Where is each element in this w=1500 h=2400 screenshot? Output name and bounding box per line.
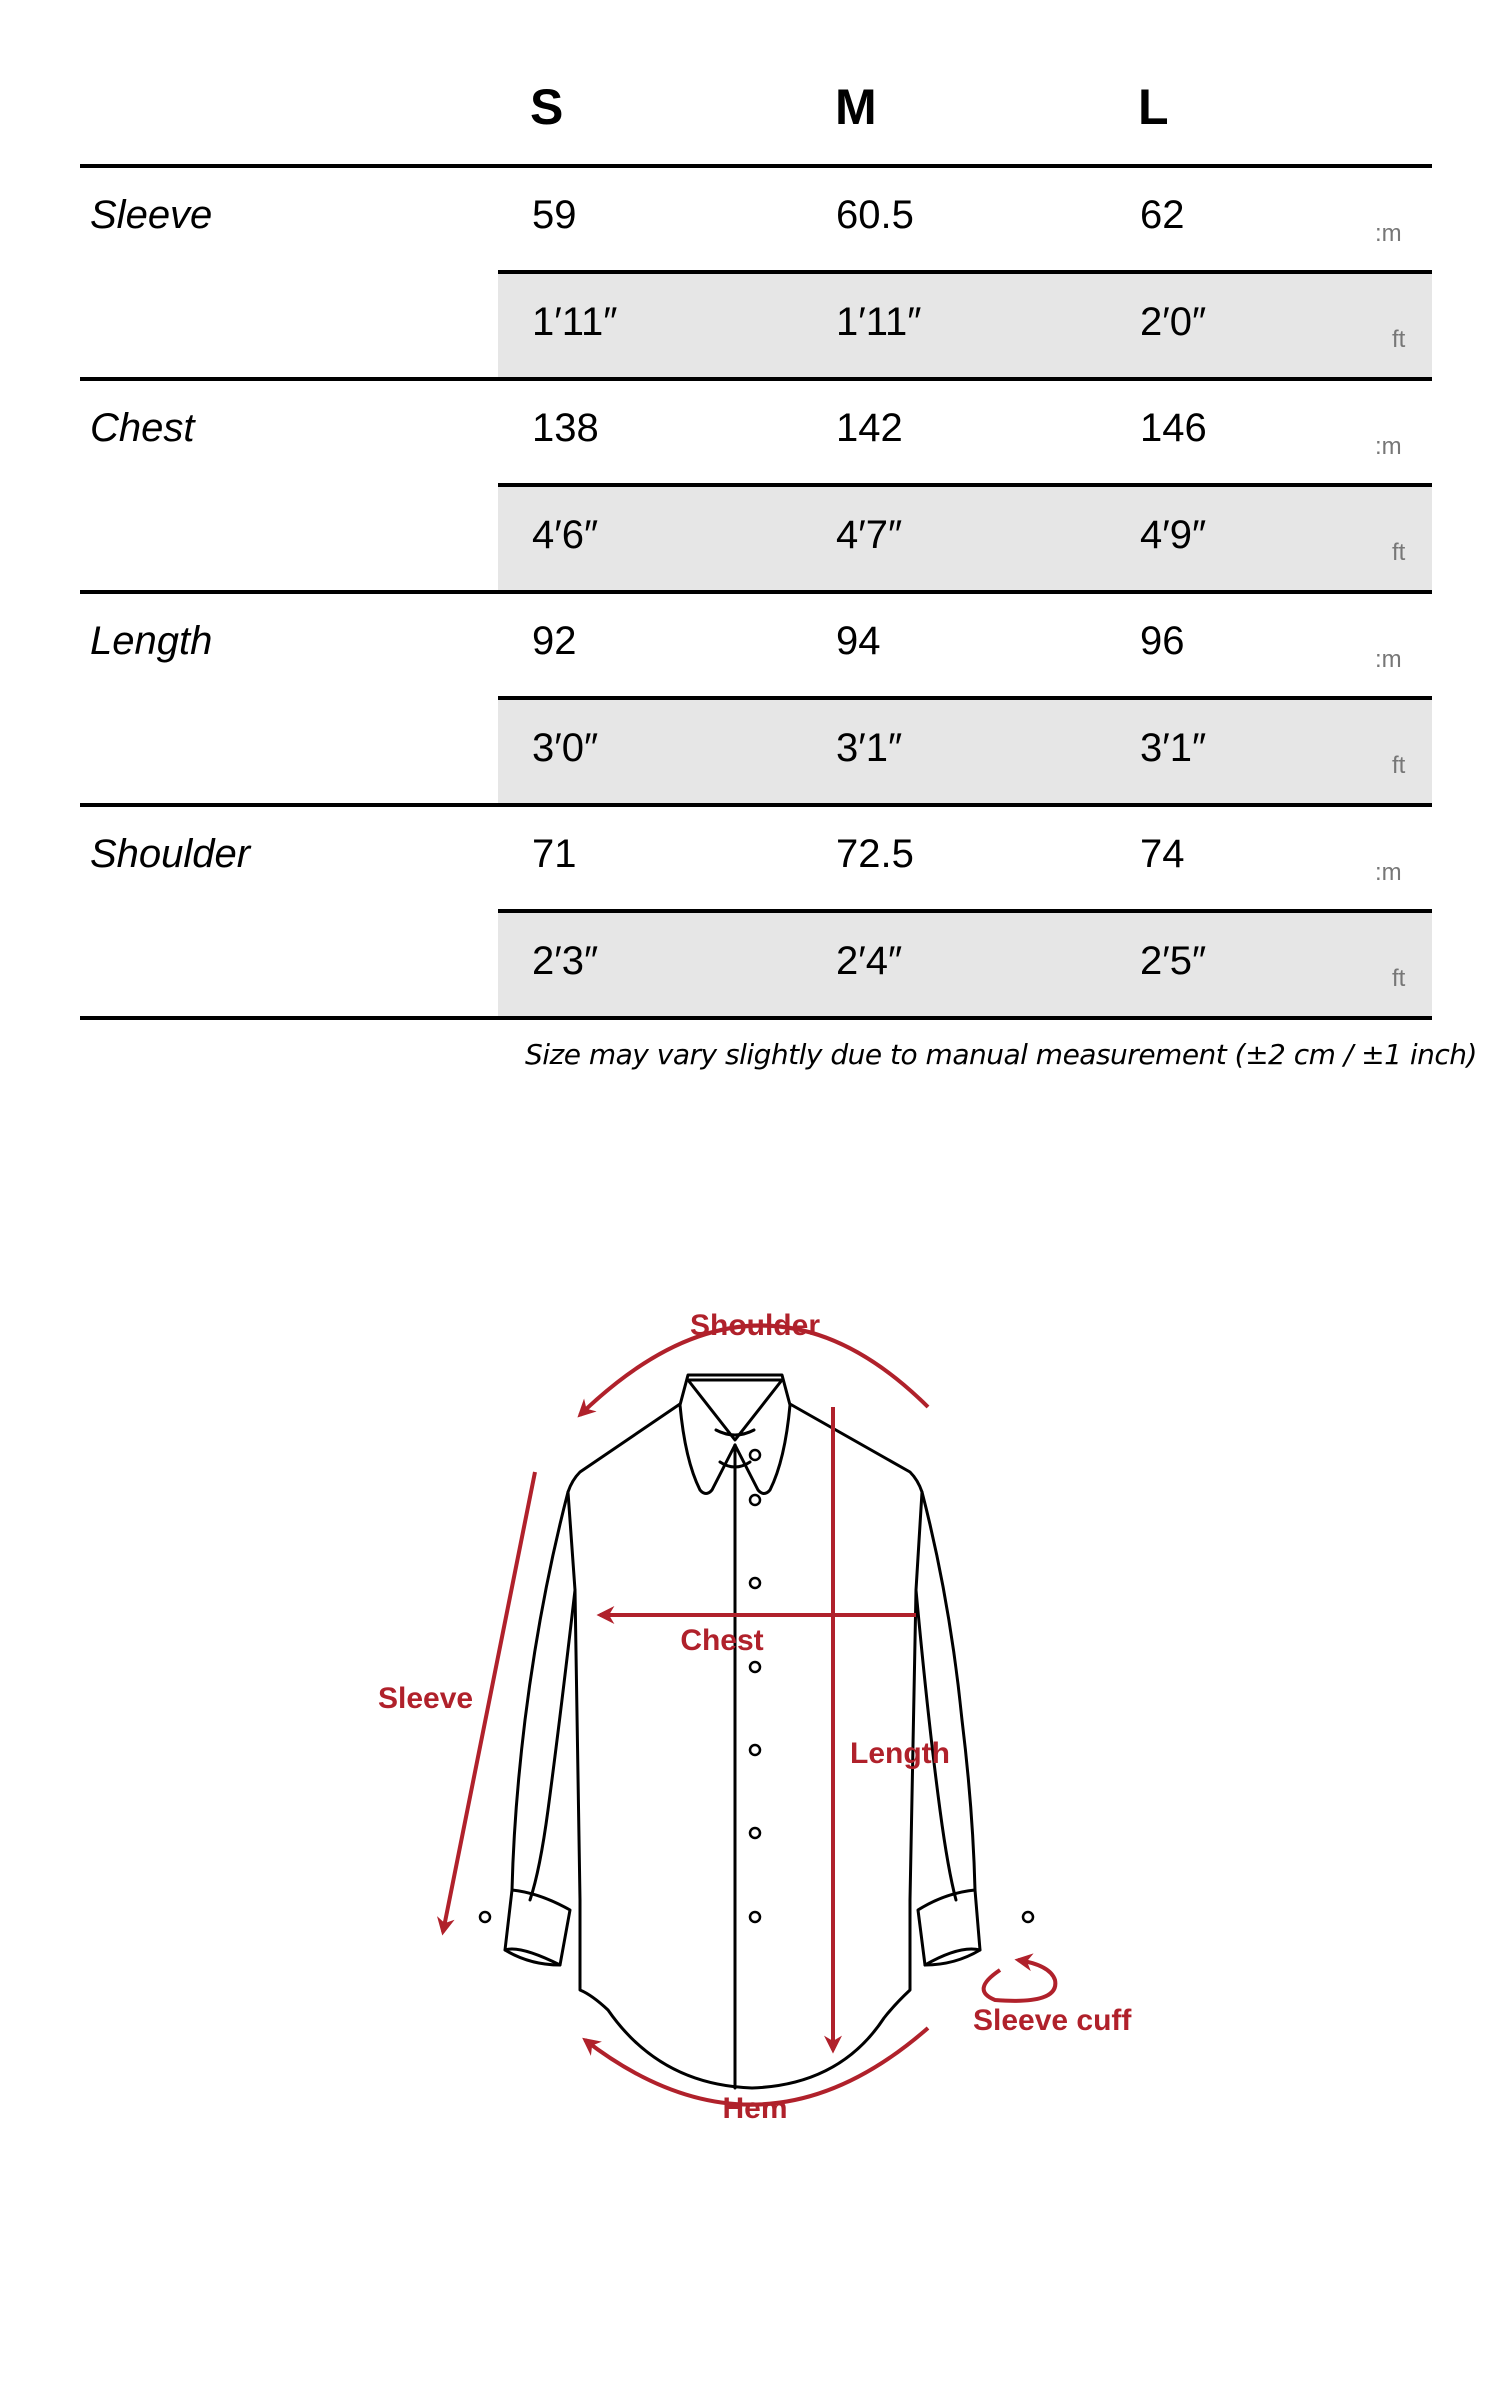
label-hem: Hem: [722, 2092, 788, 2125]
cell-value: 2′4″: [836, 939, 903, 983]
label-shoulder: Shoulder: [689, 1309, 821, 1342]
ft-row-bg: [498, 272, 1432, 378]
sleeve-cuff-arrow: [984, 1960, 1056, 2001]
measurement-note: Size may vary slightly due to manual measurement (±2 cm / ±1 inch): [525, 1038, 1477, 1071]
row-label-sleeve: Sleeve: [90, 193, 213, 237]
row-label-length: Length: [90, 619, 213, 663]
unit-ft: ft: [1392, 539, 1406, 566]
ft-row-bg: [498, 485, 1432, 591]
size-header-m: M: [835, 79, 877, 135]
divider: [498, 483, 1432, 487]
cell-value: 96: [1140, 619, 1185, 663]
unit-cm: :m: [1375, 859, 1402, 886]
cell-value: 138: [532, 406, 599, 450]
divider: [80, 590, 1432, 594]
unit-ft: ft: [1392, 752, 1406, 779]
cell-value: 142: [836, 406, 903, 450]
divider: [80, 377, 1432, 381]
cell-value: 3′1″: [836, 726, 903, 770]
shirt-measurement-diagram: [0, 1250, 1500, 2150]
cell-value: 71: [532, 832, 577, 876]
measurement-arrows: [443, 1325, 1055, 2104]
cell-value: 2′5″: [1140, 939, 1207, 983]
cell-value: 3′0″: [532, 726, 599, 770]
cell-value: 72.5: [836, 832, 914, 876]
label-chest: Chest: [680, 1624, 764, 1657]
size-header-l: L: [1138, 79, 1169, 135]
divider: [498, 909, 1432, 913]
unit-cm: :m: [1375, 220, 1402, 247]
divider: [498, 696, 1432, 700]
ft-row-bg: [498, 698, 1432, 804]
cell-value: 2′0″: [1140, 300, 1207, 344]
size-header-s: S: [530, 79, 564, 135]
divider: [498, 270, 1432, 274]
divider: [80, 803, 1432, 807]
cell-value: 94: [836, 619, 881, 663]
cell-value: 4′7″: [836, 513, 903, 557]
cell-value: 1′11″: [532, 300, 618, 344]
label-length: Length: [850, 1737, 950, 1770]
unit-cm: :m: [1375, 433, 1402, 460]
cell-value: 146: [1140, 406, 1207, 450]
cell-value: 1′11″: [836, 300, 922, 344]
unit-ft: ft: [1392, 965, 1406, 992]
divider: [80, 1016, 1432, 1020]
ft-row-bg: [498, 911, 1432, 1017]
cell-value: 2′3″: [532, 939, 599, 983]
cell-value: 3′1″: [1140, 726, 1207, 770]
cell-value: 4′6″: [532, 513, 599, 557]
cell-value: 59: [532, 193, 577, 237]
row-label-chest: Chest: [90, 406, 195, 450]
label-sleeve-cuff: Sleeve cuff: [973, 2004, 1132, 2037]
unit-cm: :m: [1375, 646, 1402, 673]
shirt-outline: [505, 1375, 980, 2088]
label-sleeve: Sleeve: [378, 1682, 474, 1715]
unit-ft: ft: [1392, 326, 1406, 353]
cell-value: 62: [1140, 193, 1185, 237]
cell-value: 4′9″: [1140, 513, 1207, 557]
row-label-shoulder: Shoulder: [90, 832, 251, 876]
cell-value: 74: [1140, 832, 1185, 876]
cell-value: 92: [532, 619, 577, 663]
cell-value: 60.5: [836, 193, 914, 237]
divider: [80, 164, 1432, 168]
